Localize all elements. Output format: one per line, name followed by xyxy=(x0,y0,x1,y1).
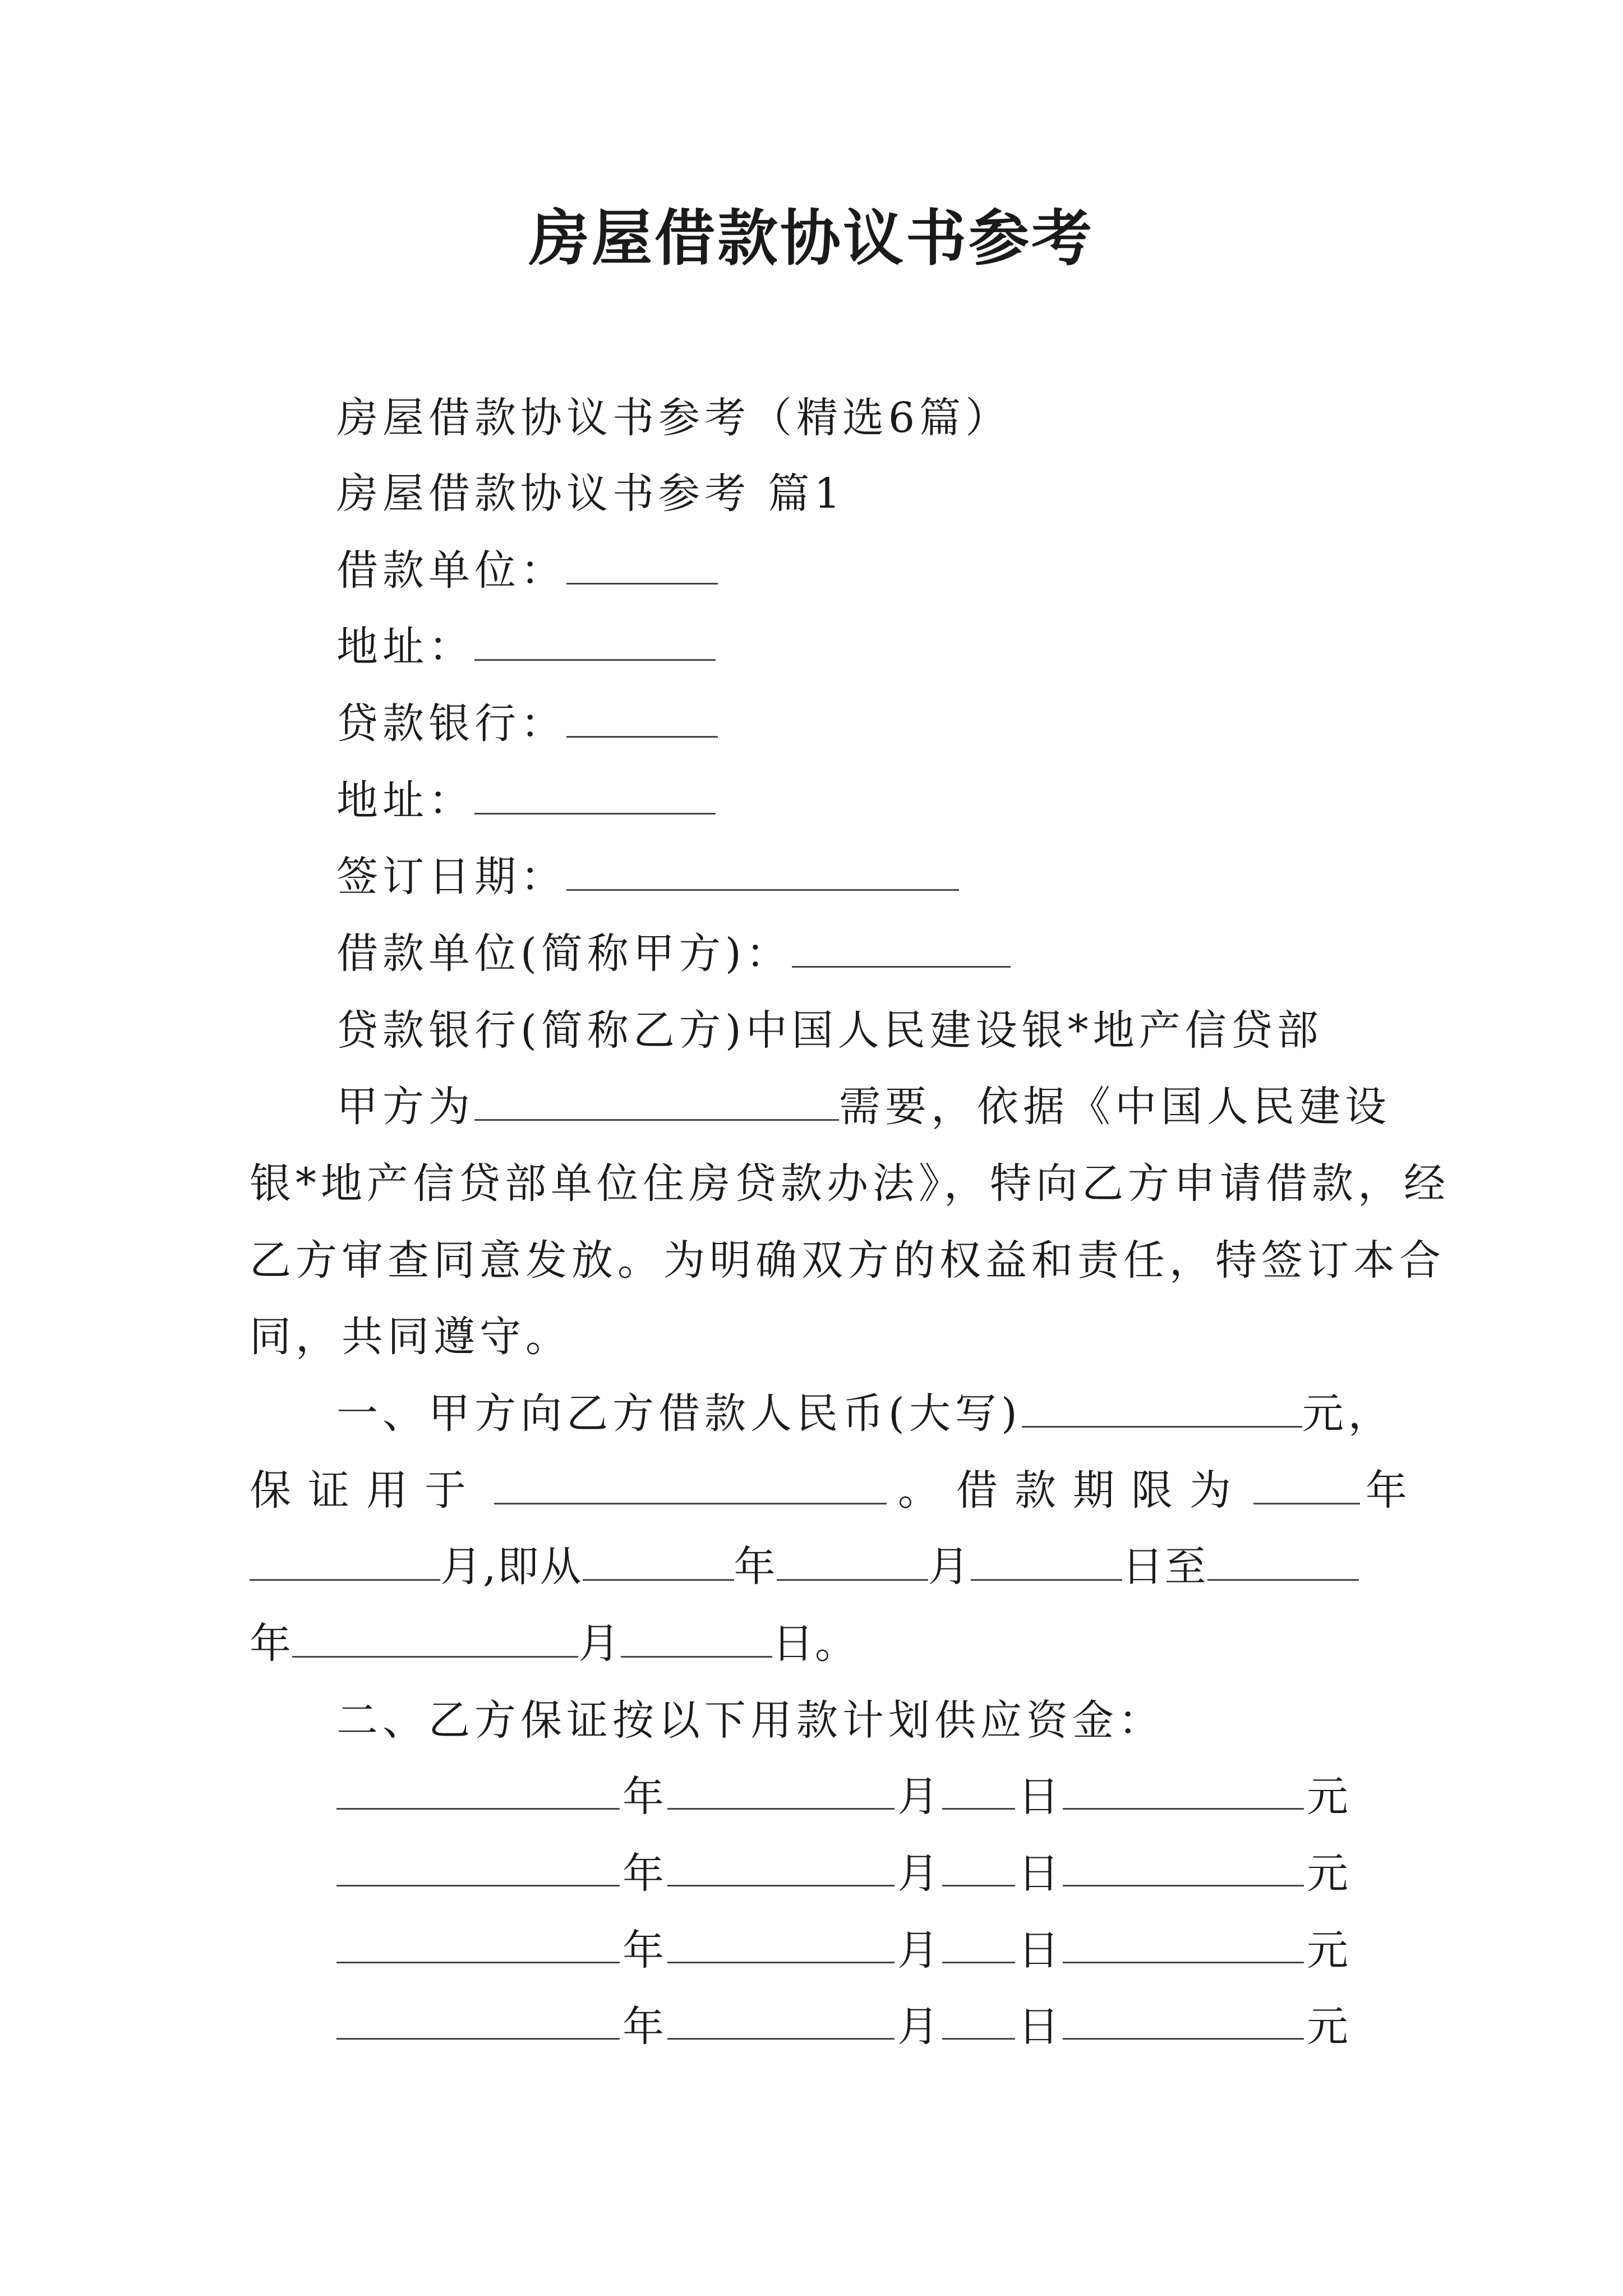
subtitle: 房屋借款协议书参考（精选6篇） xyxy=(336,394,1012,442)
schedule-month-blank xyxy=(667,1922,895,1963)
schedule-amount-blank xyxy=(1063,1999,1304,2040)
clause1-to-year-blank xyxy=(1207,1540,1359,1581)
borrower-blank xyxy=(566,544,718,585)
document-title: 房屋借款协议书参考 xyxy=(528,203,1094,274)
section-heading: 房屋借款协议书参考 篇1 xyxy=(336,470,845,518)
clause1-line1 xyxy=(336,1386,1394,1442)
schedule-year-blank xyxy=(336,1846,620,1887)
schedule-amount-blank xyxy=(1063,1846,1304,1887)
schedule-amount-blank xyxy=(1063,1922,1304,1963)
clause1-to-year-unit: 年 xyxy=(250,1619,292,1668)
clause1-amount-blank xyxy=(1022,1387,1302,1428)
clause2-line: 二、乙方保证按以下用款计划供应资金： xyxy=(336,1696,1164,1745)
bank-field xyxy=(336,696,718,752)
schedule-year-unit: 年 xyxy=(623,1773,664,1821)
paragraph1-line2: 银*地产信贷部单位住房贷款办法》，特向乙方申请借款，经 xyxy=(250,1159,1450,1208)
clause1-yuan: 元， xyxy=(1302,1389,1394,1438)
paragraph1-line3: 乙方审查同意发放。为明确双方的权益和责任，特签订本合 xyxy=(250,1236,1445,1285)
clause1-line2 xyxy=(250,1462,1424,1519)
party-a-blank xyxy=(792,927,1011,968)
clause1-from-year-unit: 年 xyxy=(734,1543,777,1591)
clause1-to-month-unit: 月 xyxy=(578,1619,621,1668)
date-field xyxy=(336,849,959,905)
schedule-month-blank xyxy=(667,1846,895,1887)
clause1-to-month-blank xyxy=(292,1617,578,1658)
clause1-term-year-blank xyxy=(1253,1464,1360,1504)
schedule-day-blank xyxy=(942,1846,1015,1887)
schedule-yuan-unit: 元 xyxy=(1307,1926,1348,1975)
address1-field xyxy=(336,619,716,675)
clause1-from-day-blank xyxy=(971,1540,1122,1581)
party-a-field xyxy=(336,926,1011,982)
clause1-start: 一、甲方向乙方借款人民币(大写) xyxy=(336,1389,1022,1438)
bank-label: 贷款银行： xyxy=(336,700,566,748)
schedule-day-unit: 日 xyxy=(1018,1926,1059,1975)
clause1-to-day-blank xyxy=(621,1617,772,1658)
schedule-row xyxy=(336,1769,1346,1825)
clause1-term-year-unit: 年 xyxy=(1366,1466,1424,1515)
schedule-row xyxy=(336,1999,1346,2055)
clause1-from-month-unit: 月 xyxy=(928,1543,971,1591)
schedule-day-blank xyxy=(942,1769,1015,1810)
schedule-row xyxy=(336,1846,1346,1902)
address1-blank xyxy=(474,620,716,661)
schedule-yuan-unit: 元 xyxy=(1307,2003,1348,2051)
schedule-day-unit: 日 xyxy=(1018,1849,1059,1898)
clause1-line3 xyxy=(250,1539,1359,1595)
schedule-yuan-unit: 元 xyxy=(1307,1849,1348,1898)
schedule-month-blank xyxy=(667,1769,895,1810)
clause1-month-from: 月,即从 xyxy=(440,1543,583,1591)
borrower-label: 借款单位： xyxy=(336,546,566,595)
bank-blank xyxy=(566,697,718,738)
schedule-day-unit: 日 xyxy=(1018,1773,1059,1821)
clause1-purpose-label: 保证用于 xyxy=(250,1466,483,1515)
date-label: 签订日期： xyxy=(336,853,566,901)
schedule-year-blank xyxy=(336,1922,620,1963)
schedule-yuan-unit: 元 xyxy=(1307,1773,1348,1821)
schedule-month-blank xyxy=(667,1999,895,2040)
clause1-term-month-blank xyxy=(250,1540,440,1581)
paragraph1-blank xyxy=(474,1080,839,1121)
party-b-line: 贷款银行(简称乙方)中国人民建设银*地产信贷部 xyxy=(336,1006,1323,1055)
schedule-day-blank xyxy=(942,1999,1015,2040)
schedule-year-unit: 年 xyxy=(623,2003,664,2051)
schedule-year-unit: 年 xyxy=(623,1849,664,1898)
borrower-field xyxy=(336,542,718,599)
address2-field xyxy=(336,772,716,829)
clause1-line4 xyxy=(250,1616,857,1672)
paragraph1-line4: 同，共同遵守。 xyxy=(250,1313,571,1361)
clause1-purpose-blank xyxy=(494,1464,887,1504)
clause1-day-end: 日。 xyxy=(772,1619,857,1668)
schedule-year-unit: 年 xyxy=(623,1926,664,1975)
party-a-label: 借款单位(简称甲方)： xyxy=(336,930,792,978)
address2-blank xyxy=(474,774,716,815)
schedule-month-unit: 月 xyxy=(897,1773,939,1821)
schedule-month-unit: 月 xyxy=(897,1849,939,1898)
paragraph1-line1 xyxy=(336,1079,1391,1135)
schedule-amount-blank xyxy=(1063,1769,1304,1810)
schedule-year-blank xyxy=(336,1769,620,1810)
clause1-day-to: 日至 xyxy=(1122,1543,1207,1591)
address1-label: 地址： xyxy=(336,623,474,671)
schedule-day-blank xyxy=(942,1922,1015,1963)
clause1-from-month-blank xyxy=(777,1540,928,1581)
clause1-from-year-blank xyxy=(583,1540,734,1581)
clause1-term-label: 。借款期限为 xyxy=(898,1466,1248,1515)
schedule-year-blank xyxy=(336,1999,620,2040)
schedule-month-unit: 月 xyxy=(897,1926,939,1975)
date-blank xyxy=(566,850,959,891)
paragraph1-after-blank: 需要，依据《中国人民建设 xyxy=(839,1083,1391,1131)
schedule-month-unit: 月 xyxy=(897,2003,939,2051)
schedule-day-unit: 日 xyxy=(1018,2003,1059,2051)
paragraph1-start: 甲方为 xyxy=(336,1083,474,1131)
schedule-row xyxy=(336,1922,1346,1978)
address2-label: 地址： xyxy=(336,776,474,825)
